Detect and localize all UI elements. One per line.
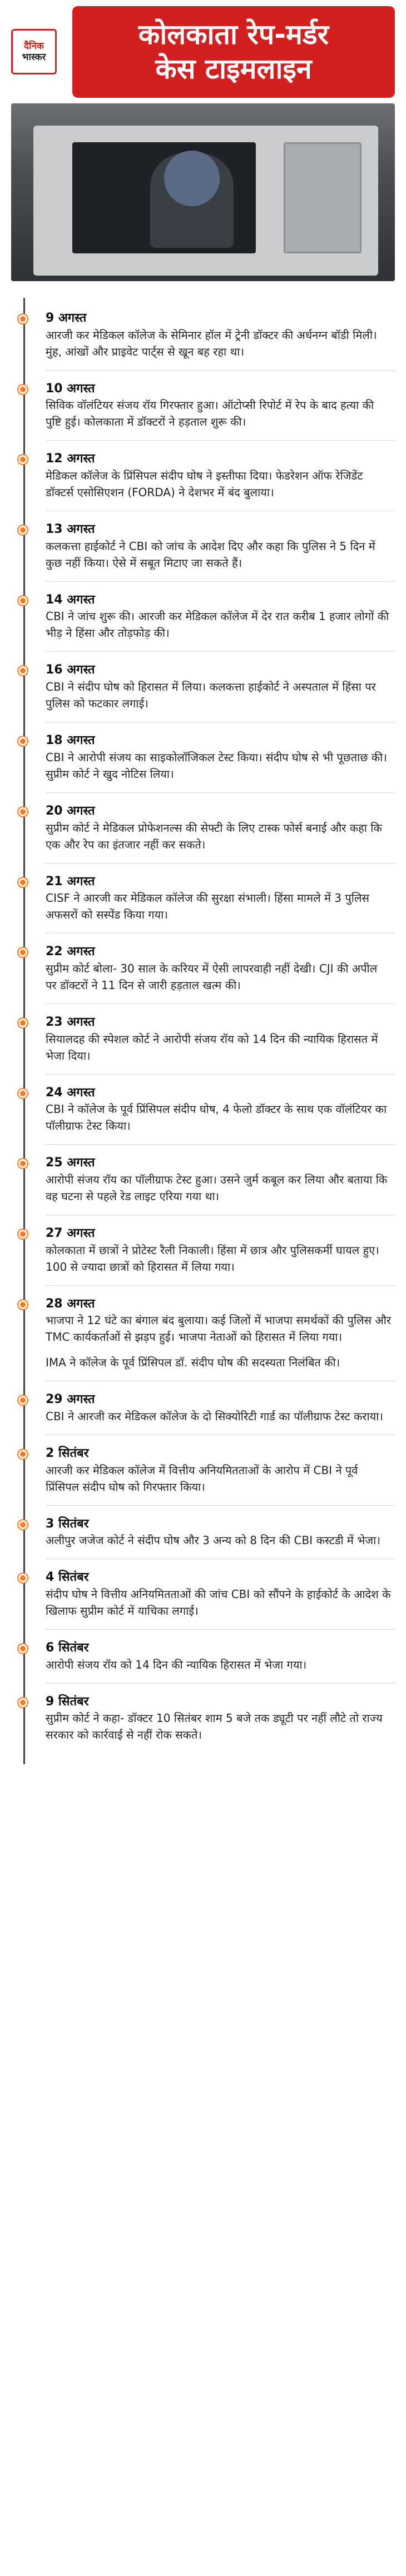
timeline-event (46, 582, 395, 652)
event-date: 27 अगस्त (46, 1226, 95, 1240)
event-date: 16 अगस्त (46, 663, 95, 677)
event-description: CBI ने जांच शुरू की। आरजी कर मेडिकल कॉलेज में देर रात करीब 1 हजार लोगों की भीड़ ने हिंसा और तोड़फोड़ की। (46, 610, 389, 640)
event-description: आरजी कर मेडिकल कॉलेज के सेमिनार हॉल में ट्रेनी डॉक्टर की अर्धनग्न बॉडी मिली। मुंह, आंखों और प्राइवेट पार्ट्स से खून बह रहा था। (46, 328, 377, 358)
event-date: 14 अगस्त (46, 592, 95, 607)
timeline-event (46, 1506, 395, 1560)
event-description: आरोपी संजय रॉय को 14 दिन की न्यायिक हिरासत में भेजा गया। (46, 1658, 307, 1671)
event-date: 20 अगस्त (46, 803, 95, 818)
event-date: 9 सितंबर (46, 1694, 89, 1709)
timeline-dot-icon (18, 1396, 27, 1405)
timeline-event (46, 793, 395, 863)
event-description: मेडिकल कॉलेज के प्रिंसिपल संदीप घोष ने इस्तीफा दिया। फेडरेशन ऑफ रेजिडेंट डॉक्टर्स एसोसिएशन (FORDA) ने देशभर में बंद बुलाया। (46, 469, 363, 500)
timeline-dot-icon (18, 385, 27, 394)
timeline-dot-icon (18, 314, 27, 323)
title-line-1: कोलकाता रेप-मर्डर (138, 18, 329, 51)
event-description: सुप्रीम कोर्ट ने कहा- डॉक्टर 10 सितंबर शाम 5 बजे तक ड्यूटी पर नहीं लौटे तो राज्य सरकार को कार्रवाई से नहीं रोक सकते। (46, 1711, 383, 1742)
timeline-event (46, 1684, 395, 1754)
event-description-extra: IMA ने कॉलेज के पूर्व प्रिंसिपल डॉ. संदीप घोष की सदस्यता निलंबित की। (46, 1356, 340, 1370)
event-date: 23 अगस्त (46, 1015, 95, 1029)
header (0, 0, 406, 103)
event-description: कोलकाता में छात्रों ने प्रोटेस्ट रैली निकाली। हिंसा में छात्र और पुलिसकर्मी घायल हुए। 100 से ज्यादा छात्रों को हिरासत में लिया गया। (46, 1243, 379, 1274)
event-description: आरोपी संजय रॉय का पॉलीग्राफ टेस्ट हुआ। उसने जुर्म कबूल कर लिया और बताया कि वह घटना से पहले रेड लाइट एरिया गया था। (46, 1172, 388, 1203)
brand-logo[interactable] (11, 29, 57, 74)
timeline-dot-icon (18, 666, 27, 675)
timeline-dot-icon (18, 1230, 27, 1239)
event-date: 4 सितंबर (46, 1570, 89, 1585)
event-description: CBI ने आरजी कर मेडिकल कॉलेज के दो सिक्योरिटी गार्ड का पॉलीग्राफ टेस्ट कराया। (46, 1410, 384, 1423)
timeline (11, 281, 395, 1764)
timeline-event (46, 1559, 395, 1630)
timeline-event (46, 933, 395, 1004)
title-line-2: केस टाइमलाइन (155, 53, 312, 85)
timeline-dot-icon (18, 1698, 27, 1707)
timeline-dot-icon (18, 526, 27, 535)
event-description: अलीपुर जजेज कोर्ट ने संदीप घोष और 3 अन्य को 8 दिन की CBI कस्टडी में भेजा। (46, 1534, 380, 1547)
timeline-event (46, 1075, 395, 1145)
event-date: 18 अगस्त (46, 733, 95, 748)
event-date: 10 अगस्त (46, 381, 95, 396)
timeline-event (46, 1630, 395, 1684)
event-description: आरजी कर मेडिकल कॉलेज में वित्तीय अनियमितताओं के आरोप में CBI ने पूर्व प्रिंसिपल संदीप घोष को गिरफ्तार किया। (46, 1463, 358, 1494)
event-date: 6 सितंबर (46, 1641, 89, 1655)
timeline-dot-icon (18, 1644, 27, 1653)
event-date: 28 अगस्त (46, 1296, 95, 1311)
logo-line-2: भास्कर (22, 52, 46, 63)
page-title (72, 6, 395, 98)
event-date: 25 अगस्त (46, 1156, 95, 1170)
event-date: 29 अगस्त (46, 1392, 95, 1407)
timeline-dot-icon (18, 455, 27, 464)
event-date: 12 अगस्त (46, 452, 95, 466)
logo-line-1: दैनिक (24, 40, 44, 52)
event-date: 24 अगस्त (46, 1085, 95, 1100)
timeline-event (46, 1145, 395, 1215)
event-description: सियालदह की स्पेशल कोर्ट ने आरोपी संजय रॉय को 14 दिन की न्यायिक हिरासत में भेजा दिया। (46, 1032, 378, 1062)
timeline-dot-icon (18, 737, 27, 746)
event-date: 13 अगस्त (46, 522, 95, 537)
timeline-event (46, 1381, 395, 1435)
timeline-event (46, 1286, 395, 1382)
timeline-dot-icon (18, 1089, 27, 1098)
event-description: CISF ने आरजी कर मेडिकल कॉलेज की सुरक्षा संभाली। हिंसा मामले में 3 पुलिस अफसरों को सस्पेंड किया गया। (46, 891, 369, 922)
timeline-dot-icon (18, 1450, 27, 1459)
event-description: CBI ने आरोपी संजय का साइकोलॉजिकल टेस्ट किया। संदीप घोष से भी पूछताछ की। सुप्रीम कोर्ट ने खुद नोटिस लिया। (46, 750, 387, 781)
timeline-event (46, 1215, 395, 1286)
timeline-event (46, 371, 395, 441)
timeline-line (23, 298, 25, 1764)
timeline-event (46, 1004, 395, 1075)
timeline-dot-icon (18, 807, 27, 816)
timeline-dot-icon (18, 1019, 27, 1027)
event-date: 21 अगस्त (46, 874, 95, 888)
timeline-event (46, 652, 395, 722)
timeline-event (46, 722, 395, 793)
event-date: 2 सितंबर (46, 1446, 89, 1460)
timeline-event (46, 1435, 395, 1506)
event-date: 3 सितंबर (46, 1516, 89, 1531)
timeline-event (46, 863, 395, 934)
event-description: सिविक वॉलंटियर संजय रॉय गिरफ्तार हुआ। ऑटोप्सी रिपोर्ट में रेप के बाद हत्या की पुष्टि हुई। कोलकाता में डॉक्टरों ने हड़ताल शुरू की। (46, 398, 374, 429)
event-description: कलकत्ता हाईकोर्ट ने CBI को जांच के आदेश दिए और कहा कि पुलिस ने 5 दिन में कुछ नहीं किया। ऐसे में सबूत मिटाए जा सकते हैं। (46, 539, 375, 570)
event-description: संदीप घोष ने वित्तीय अनियमितताओं की जांच CBI को सौंपने के हाईकोर्ट के आदेश के खिलाफ सुप्रीम कोर्ट में याचिका लगाई। (46, 1587, 391, 1618)
news-photo (11, 103, 395, 281)
timeline-dot-icon (18, 596, 27, 605)
vehicle-door (284, 142, 362, 253)
timeline-dot-icon (18, 1159, 27, 1168)
event-description: सुप्रीम कोर्ट बोला- 30 साल के करियर में ऐसी लापरवाही नहीं देखी। CJI की अपील पर डॉक्टरों ने 11 दिन से जारी हड़ताल खत्म की। (46, 961, 378, 992)
timeline-dot-icon (18, 1574, 27, 1582)
event-description: CBI ने कॉलेज के पूर्व प्रिंसिपल संदीप घोष, 4 फेलो डॉक्टर के साथ एक वॉलंटियर का पॉलीग्राफ टेस्ट किया। (46, 1102, 387, 1133)
timeline-event (46, 300, 395, 371)
timeline-dot-icon (18, 1520, 27, 1529)
event-description: सुप्रीम कोर्ट ने मेडिकल प्रोफेशनल्स की सेफ्टी के लिए टास्क फोर्स बनाई और कहा कि एक और रेप का इंतजार नहीं कर सकते। (46, 821, 382, 851)
event-description: CBI ने संदीप घोष को हिरासत में लिया। कलकत्ता हाईकोर्ट ने अस्पताल में हिंसा पर पुलिस को फटकार लगाई। (46, 680, 376, 711)
event-date: 22 अगस्त (46, 945, 95, 959)
timeline-event (46, 511, 395, 582)
event-description: भाजपा ने 12 घंटे का बंगाल बंद बुलाया। कई जिलों में भाजपा समर्थकों की पुलिस और TMC कार्यकर्ताओं से झड़प हुई। भाजपा नेताओं को हिरासत में लिया गया। (46, 1314, 392, 1344)
covered-face (164, 151, 220, 206)
timeline-event (46, 441, 395, 511)
timeline-dot-icon (18, 948, 27, 957)
timeline-dot-icon (18, 878, 27, 887)
event-date: 9 अगस्त (46, 311, 87, 325)
timeline-dot-icon (18, 1300, 27, 1309)
